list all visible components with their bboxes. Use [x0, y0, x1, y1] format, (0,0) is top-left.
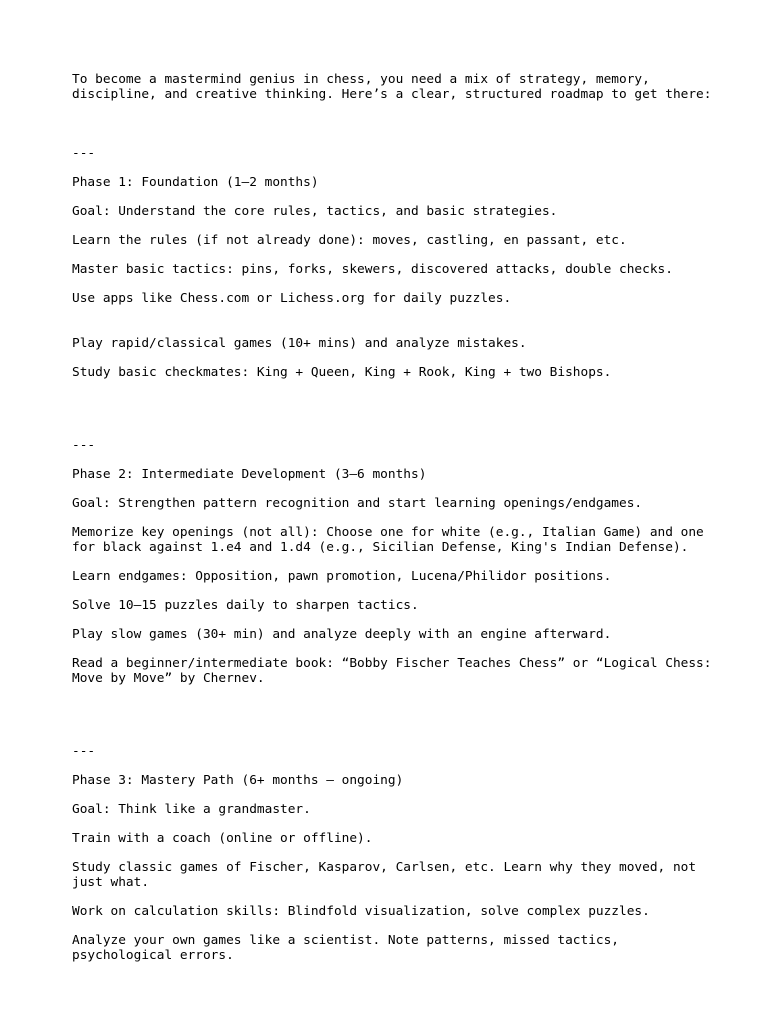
phase2-item: Solve 10–15 puzzles daily to sharpen tactics.	[72, 598, 419, 613]
phase1-goal: Goal: Understand the core rules, tactics, and basic strategies.	[72, 204, 558, 219]
phase3-item: Analyze your own games like a scientist. Note patterns, missed tactics, psychological errors.	[72, 933, 627, 963]
phase1-item: Master basic tactics: pins, forks, skewers, discovered attacks, double checks.	[72, 262, 673, 277]
phase3-item: Train with a coach (online or offline).	[72, 831, 373, 846]
phase3-item: Work on calculation skills: Blindfold visualization, solve complex puzzles.	[72, 904, 650, 919]
phase2-item: Read a beginner/intermediate book: “Bobby Fischer Teaches Chess” or “Logical Chess: Move by Move” by Chernev.	[72, 656, 720, 686]
section-separator-2: ---	[72, 438, 96, 453]
phase3-item: Study classic games of Fischer, Kasparov, Carlsen, etc. Learn why they moved, not just what.	[72, 860, 704, 890]
phase3-title: Phase 3: Mastery Path (6+ months – ongoing)	[72, 773, 404, 788]
phase1-item: Learn the rules (if not already done): moves, castling, en passant, etc.	[72, 233, 627, 248]
phase3-goal: Goal: Think like a grandmaster.	[72, 802, 311, 817]
spacer	[72, 394, 712, 438]
phase2-goal: Goal: Strengthen pattern recognition and start learning openings/endgames.	[72, 496, 643, 511]
spacer	[72, 700, 712, 744]
spacer	[72, 320, 712, 336]
section-separator-3: ---	[72, 744, 96, 759]
spacer	[72, 116, 712, 146]
phase2-item: Play slow games (30+ min) and analyze deeply with an engine afterward.	[72, 627, 612, 642]
phase2-item: Memorize key openings (not all): Choose one for white (e.g., Italian Game) and one for black against 1.e4 and 1.d4 (e.g., Sicilian Defense, King's Indian Defense).	[72, 525, 712, 555]
section-separator-1: ---	[72, 146, 96, 161]
phase1-item: Study basic checkmates: King + Queen, King + Rook, King + two Bishops.	[72, 365, 612, 380]
phase2-item: Learn endgames: Opposition, pawn promotion, Lucena/Philidor positions.	[72, 569, 612, 584]
phase1-item: Play rapid/classical games (10+ mins) and analyze mistakes.	[72, 336, 527, 351]
phase1-item: Use apps like Chess.com or Lichess.org for daily puzzles.	[72, 291, 512, 306]
document-body	[72, 72, 720, 977]
phase2-title: Phase 2: Intermediate Development (3–6 months)	[72, 467, 427, 482]
intro-paragraph: To become a mastermind genius in chess, you need a mix of strategy, memory, discipline, and creative thinking. Here’s a clear, structured roadmap to get there:	[72, 72, 712, 102]
phase1-title: Phase 1: Foundation (1–2 months)	[72, 175, 319, 190]
